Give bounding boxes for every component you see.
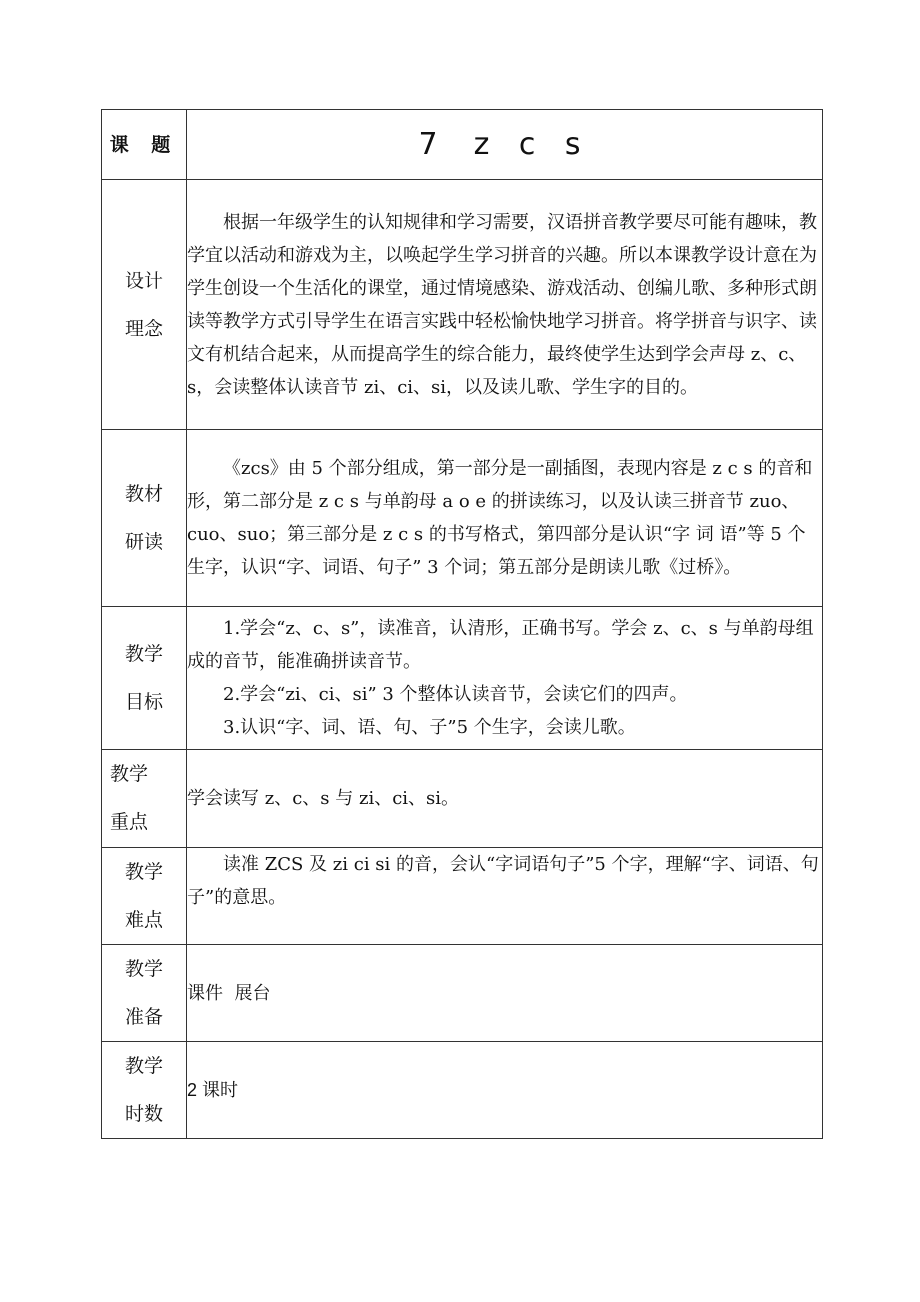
row-preparation — [102, 945, 823, 1042]
row-class-hours — [102, 1042, 823, 1139]
lesson-plan-table — [101, 109, 823, 1139]
design-concept-text: 根据一年级学生的认知规律和学习需要，汉语拼音教学要尽可能有趣味，教学宜以活动和游戏为主，以唤起学生学习拼音的兴趣。所以本课教学设计意在为学生创设一个生活化的课堂，通过情境感染、游戏活动、创编儿歌、多种形式朗读等教学方式引导学生在语言实践中轻松愉快地学习拼音。将学拼音与识字、读文有机结合起来，从而提高学生的综合能力，最终使学生达到学会声母 z、c、s，会读整体认读音节 zi、ci、si，以及读儿歌、学生字的目的。 — [187, 180, 823, 430]
lesson-number: 7 — [418, 127, 448, 162]
class-hours-text: 2 课时 — [187, 1042, 823, 1139]
objective-item: 1.学会“z、c、s”，读准音，认清形，正确书写。学会 z、c、s 与单韵母组成的音节，能准确拼读音节。 — [187, 618, 814, 672]
row-material-study — [102, 430, 823, 607]
material-study-text: 《zcs》由 5 个部分组成，第一部分是一副插图，表现内容是 z c s 的音和形，第二部分是 z c s 与单韵母 a o e 的拼读练习，以及认读三拼音节 zuo、cuo、suo；第三部分是 z c s 的书写格式，第四部分是认识“字 词 语”等 5 个生字，认识“字、词语、句子” 3 个词；第五部分是朗读儿歌《过桥》。 — [187, 430, 823, 607]
label-preparation: 教学 准备 — [102, 945, 187, 1042]
lesson-name: z c s — [473, 127, 591, 162]
row-difficulties — [102, 848, 823, 945]
key-points-text: 学会读写 z、c、s 与 zi、ci、si。 — [187, 750, 823, 848]
row-design-concept — [102, 180, 823, 430]
row-objectives — [102, 607, 823, 750]
label-difficulties: 教学 难点 — [102, 848, 187, 945]
objective-item: 3.认识“字、词、语、句、子”5 个生字，会读儿歌。 — [223, 717, 636, 738]
label-class-hours: 教学 时数 — [102, 1042, 187, 1139]
label-design-concept: 设计 理念 — [102, 180, 187, 430]
label-title: 课 题 — [102, 110, 187, 180]
preparation-text: 课件 展台 — [187, 945, 823, 1042]
row-key-points — [102, 750, 823, 848]
objective-item: 2.学会“zi、ci、si” 3 个整体认读音节，会读它们的四声。 — [223, 684, 688, 705]
label-objectives: 教学 目标 — [102, 607, 187, 750]
row-title — [102, 110, 823, 180]
difficulties-text: 读准 ZCS 及 zi ci si 的音，会认“字词语句子”5 个字，理解“字、词语、句子”的意思。 — [187, 848, 823, 945]
lesson-title — [187, 110, 823, 180]
label-material-study: 教材 研读 — [102, 430, 187, 607]
objectives-list — [187, 607, 823, 750]
label-key-points: 教学 重点 — [102, 750, 187, 848]
